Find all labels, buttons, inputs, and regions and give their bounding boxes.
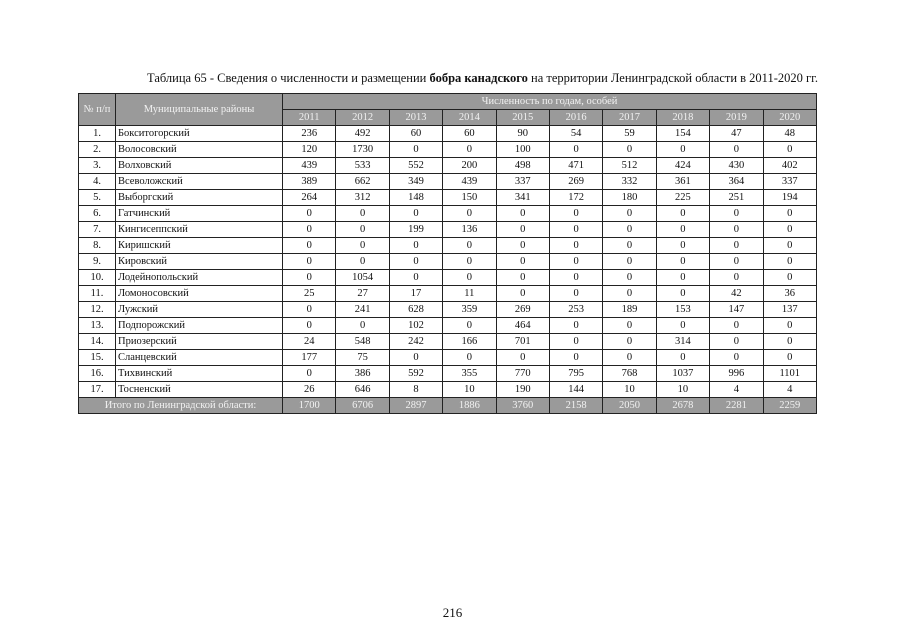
district-name: Кингисеппский (116, 222, 283, 238)
population-cell: 0 (443, 350, 496, 366)
population-cell: 0 (496, 254, 549, 270)
population-cell: 439 (443, 174, 496, 190)
population-cell: 120 (283, 142, 336, 158)
row-number: 9. (79, 254, 116, 270)
population-cell: 424 (656, 158, 709, 174)
population-cell: 552 (389, 158, 442, 174)
population-cell: 11 (443, 286, 496, 302)
population-cell: 0 (710, 238, 763, 254)
population-cell: 795 (549, 366, 602, 382)
total-cell: 2678 (656, 398, 709, 414)
population-cell: 190 (496, 382, 549, 398)
population-cell: 0 (549, 206, 602, 222)
population-cell: 251 (710, 190, 763, 206)
population-cell: 0 (549, 350, 602, 366)
total-cell: 3760 (496, 398, 549, 414)
population-cell: 0 (710, 318, 763, 334)
population-cell: 0 (603, 350, 656, 366)
population-cell: 42 (710, 286, 763, 302)
district-name: Всеволожский (116, 174, 283, 190)
population-cell: 768 (603, 366, 656, 382)
population-cell: 0 (283, 206, 336, 222)
year-header: 2017 (603, 110, 656, 126)
year-header: 2020 (763, 110, 816, 126)
total-cell: 1886 (443, 398, 496, 414)
population-cell: 0 (549, 238, 602, 254)
population-cell: 199 (389, 222, 442, 238)
population-cell: 0 (443, 318, 496, 334)
population-cell: 0 (549, 222, 602, 238)
population-cell: 10 (656, 382, 709, 398)
header-group: Численность по годам, особей (283, 94, 817, 110)
population-cell: 364 (710, 174, 763, 190)
caption-bold: бобра канадского (429, 71, 528, 85)
population-cell: 26 (283, 382, 336, 398)
district-name: Ломоносовский (116, 286, 283, 302)
header-no: № п/п (79, 94, 116, 126)
year-header: 2015 (496, 110, 549, 126)
population-cell: 548 (336, 334, 389, 350)
population-cell: 337 (496, 174, 549, 190)
table-body (79, 126, 817, 414)
population-cell: 241 (336, 302, 389, 318)
population-cell: 47 (710, 126, 763, 142)
population-cell: 54 (549, 126, 602, 142)
population-cell: 0 (603, 334, 656, 350)
table-row (79, 270, 817, 286)
population-cell: 314 (656, 334, 709, 350)
district-name: Тихвинский (116, 366, 283, 382)
population-cell: 0 (283, 254, 336, 270)
population-cell: 0 (336, 254, 389, 270)
table-row (79, 318, 817, 334)
population-cell: 0 (656, 286, 709, 302)
population-cell: 0 (336, 238, 389, 254)
population-cell: 0 (443, 238, 496, 254)
year-header: 2014 (443, 110, 496, 126)
population-cell: 59 (603, 126, 656, 142)
population-cell: 0 (549, 142, 602, 158)
row-number: 2. (79, 142, 116, 158)
population-cell: 0 (710, 270, 763, 286)
year-header: 2013 (389, 110, 442, 126)
population-cell: 0 (603, 270, 656, 286)
population-cell: 662 (336, 174, 389, 190)
total-cell: 2050 (603, 398, 656, 414)
population-cell: 166 (443, 334, 496, 350)
row-number: 5. (79, 190, 116, 206)
population-cell: 154 (656, 126, 709, 142)
population-cell: 0 (710, 254, 763, 270)
population-cell: 701 (496, 334, 549, 350)
population-cell: 361 (656, 174, 709, 190)
population-cell: 236 (283, 126, 336, 142)
population-cell: 0 (763, 350, 816, 366)
population-cell: 332 (603, 174, 656, 190)
caption-suffix: на территории Ленинградской области в 2011-2020 гг. (527, 71, 818, 85)
population-cell: 0 (389, 270, 442, 286)
table-row (79, 286, 817, 302)
table-row (79, 366, 817, 382)
population-cell: 0 (603, 286, 656, 302)
total-cell: 6706 (336, 398, 389, 414)
row-number: 17. (79, 382, 116, 398)
population-cell: 0 (603, 318, 656, 334)
table-row (79, 174, 817, 190)
population-cell: 24 (283, 334, 336, 350)
population-cell: 200 (443, 158, 496, 174)
population-cell: 1730 (336, 142, 389, 158)
population-cell: 430 (710, 158, 763, 174)
population-cell: 402 (763, 158, 816, 174)
row-number: 6. (79, 206, 116, 222)
population-cell: 242 (389, 334, 442, 350)
table-row (79, 158, 817, 174)
population-cell: 0 (710, 350, 763, 366)
district-name: Волховский (116, 158, 283, 174)
population-cell: 0 (496, 238, 549, 254)
population-cell: 60 (443, 126, 496, 142)
population-cell: 0 (283, 222, 336, 238)
total-cell: 2281 (710, 398, 763, 414)
population-cell: 0 (283, 318, 336, 334)
population-cell: 8 (389, 382, 442, 398)
year-header: 2018 (656, 110, 709, 126)
row-number: 11. (79, 286, 116, 302)
district-name: Сланцевский (116, 350, 283, 366)
population-cell: 0 (763, 238, 816, 254)
population-cell: 628 (389, 302, 442, 318)
population-cell: 0 (549, 286, 602, 302)
population-cell: 0 (549, 318, 602, 334)
population-cell: 0 (656, 142, 709, 158)
population-cell: 0 (763, 206, 816, 222)
population-cell: 0 (656, 318, 709, 334)
population-cell: 144 (549, 382, 602, 398)
district-name: Бокситогорский (116, 126, 283, 142)
population-cell: 264 (283, 190, 336, 206)
population-cell: 386 (336, 366, 389, 382)
population-cell: 0 (603, 142, 656, 158)
population-cell: 0 (710, 206, 763, 222)
population-cell: 17 (389, 286, 442, 302)
row-number: 16. (79, 366, 116, 382)
population-cell: 0 (496, 222, 549, 238)
population-cell: 0 (283, 302, 336, 318)
total-cell: 2158 (549, 398, 602, 414)
population-cell: 60 (389, 126, 442, 142)
population-cell: 269 (549, 174, 602, 190)
population-cell: 148 (389, 190, 442, 206)
population-cell: 153 (656, 302, 709, 318)
population-cell: 0 (496, 206, 549, 222)
population-cell: 0 (710, 222, 763, 238)
population-cell: 464 (496, 318, 549, 334)
population-cell: 102 (389, 318, 442, 334)
population-cell: 225 (656, 190, 709, 206)
population-cell: 1054 (336, 270, 389, 286)
population-cell: 0 (656, 254, 709, 270)
population-cell: 0 (336, 206, 389, 222)
population-cell: 0 (763, 270, 816, 286)
table-row (79, 302, 817, 318)
table-row (79, 190, 817, 206)
population-cell: 533 (336, 158, 389, 174)
population-cell: 0 (763, 254, 816, 270)
table-row (79, 254, 817, 270)
population-cell: 0 (336, 318, 389, 334)
population-cell: 1037 (656, 366, 709, 382)
table-caption (0, 71, 905, 86)
row-number: 12. (79, 302, 116, 318)
year-header: 2019 (710, 110, 763, 126)
population-cell: 147 (710, 302, 763, 318)
population-cell: 0 (283, 270, 336, 286)
total-cell: 2897 (389, 398, 442, 414)
population-cell: 646 (336, 382, 389, 398)
row-number: 14. (79, 334, 116, 350)
population-cell: 0 (496, 350, 549, 366)
table-row (79, 334, 817, 350)
total-cell: 1700 (283, 398, 336, 414)
population-cell: 0 (549, 270, 602, 286)
population-cell: 341 (496, 190, 549, 206)
population-cell: 0 (603, 238, 656, 254)
district-name: Гатчинский (116, 206, 283, 222)
population-cell: 770 (496, 366, 549, 382)
population-cell: 269 (496, 302, 549, 318)
table-row (79, 206, 817, 222)
population-cell: 27 (336, 286, 389, 302)
population-cell: 100 (496, 142, 549, 158)
population-cell: 36 (763, 286, 816, 302)
population-cell: 0 (496, 270, 549, 286)
population-cell: 337 (763, 174, 816, 190)
population-cell: 355 (443, 366, 496, 382)
district-name: Лужский (116, 302, 283, 318)
table-row (79, 350, 817, 366)
population-cell: 4 (763, 382, 816, 398)
population-cell: 0 (656, 350, 709, 366)
population-cell: 359 (443, 302, 496, 318)
population-cell: 0 (283, 366, 336, 382)
population-cell: 0 (603, 254, 656, 270)
population-cell: 492 (336, 126, 389, 142)
population-cell: 0 (656, 222, 709, 238)
district-name: Лодейнопольский (116, 270, 283, 286)
population-cell: 0 (763, 222, 816, 238)
total-label: Итого по Ленинградской области: (79, 398, 283, 414)
district-name: Тосненский (116, 382, 283, 398)
row-number: 1. (79, 126, 116, 142)
population-cell: 75 (336, 350, 389, 366)
year-header: 2016 (549, 110, 602, 126)
page-number: 216 (442, 605, 463, 620)
district-name: Приозерский (116, 334, 283, 350)
row-number: 8. (79, 238, 116, 254)
population-cell: 0 (389, 142, 442, 158)
year-header: 2012 (336, 110, 389, 126)
population-cell: 0 (443, 142, 496, 158)
district-name: Выборгский (116, 190, 283, 206)
population-cell: 172 (549, 190, 602, 206)
population-cell: 253 (549, 302, 602, 318)
population-cell: 0 (443, 270, 496, 286)
population-cell: 150 (443, 190, 496, 206)
population-cell: 996 (710, 366, 763, 382)
row-number: 3. (79, 158, 116, 174)
district-name: Кировский (116, 254, 283, 270)
population-cell: 48 (763, 126, 816, 142)
population-cell: 0 (389, 206, 442, 222)
population-cell: 90 (496, 126, 549, 142)
total-cell: 2259 (763, 398, 816, 414)
table-row (79, 382, 817, 398)
row-number: 7. (79, 222, 116, 238)
population-cell: 10 (603, 382, 656, 398)
year-header: 2011 (283, 110, 336, 126)
population-cell: 389 (283, 174, 336, 190)
population-cell: 512 (603, 158, 656, 174)
population-cell: 136 (443, 222, 496, 238)
population-cell: 0 (443, 254, 496, 270)
population-cell: 177 (283, 350, 336, 366)
population-cell: 10 (443, 382, 496, 398)
population-cell: 439 (283, 158, 336, 174)
population-cell: 0 (389, 238, 442, 254)
caption-prefix: Таблица 65 - Сведения о численности и размещении (147, 71, 430, 85)
population-cell: 194 (763, 190, 816, 206)
population-cell: 1101 (763, 366, 816, 382)
row-number: 4. (79, 174, 116, 190)
population-cell: 312 (336, 190, 389, 206)
table-row (79, 126, 817, 142)
beaver-population-table (78, 93, 817, 414)
population-cell: 25 (283, 286, 336, 302)
population-cell: 189 (603, 302, 656, 318)
population-cell: 0 (656, 270, 709, 286)
population-cell: 0 (656, 206, 709, 222)
header-district: Муниципальные районы (116, 94, 283, 126)
population-cell: 0 (603, 206, 656, 222)
district-name: Подпорожский (116, 318, 283, 334)
population-cell: 180 (603, 190, 656, 206)
district-name: Киришский (116, 238, 283, 254)
table-row (79, 238, 817, 254)
population-cell: 0 (710, 142, 763, 158)
table-row (79, 142, 817, 158)
population-cell: 0 (763, 318, 816, 334)
row-number: 13. (79, 318, 116, 334)
population-cell: 0 (763, 142, 816, 158)
population-cell: 0 (710, 334, 763, 350)
population-cell: 498 (496, 158, 549, 174)
row-number: 15. (79, 350, 116, 366)
population-cell: 0 (603, 222, 656, 238)
population-cell: 592 (389, 366, 442, 382)
row-number: 10. (79, 270, 116, 286)
population-cell: 0 (549, 334, 602, 350)
total-row (79, 398, 817, 414)
population-cell: 0 (336, 222, 389, 238)
population-cell: 0 (549, 254, 602, 270)
district-name: Волосовский (116, 142, 283, 158)
population-cell: 4 (710, 382, 763, 398)
population-cell: 471 (549, 158, 602, 174)
population-cell: 0 (389, 350, 442, 366)
table-row (79, 222, 817, 238)
population-cell: 349 (389, 174, 442, 190)
population-cell: 0 (443, 206, 496, 222)
population-cell: 0 (656, 238, 709, 254)
population-cell: 0 (763, 334, 816, 350)
population-cell: 0 (496, 286, 549, 302)
population-cell: 137 (763, 302, 816, 318)
population-cell: 0 (283, 238, 336, 254)
population-cell: 0 (389, 254, 442, 270)
